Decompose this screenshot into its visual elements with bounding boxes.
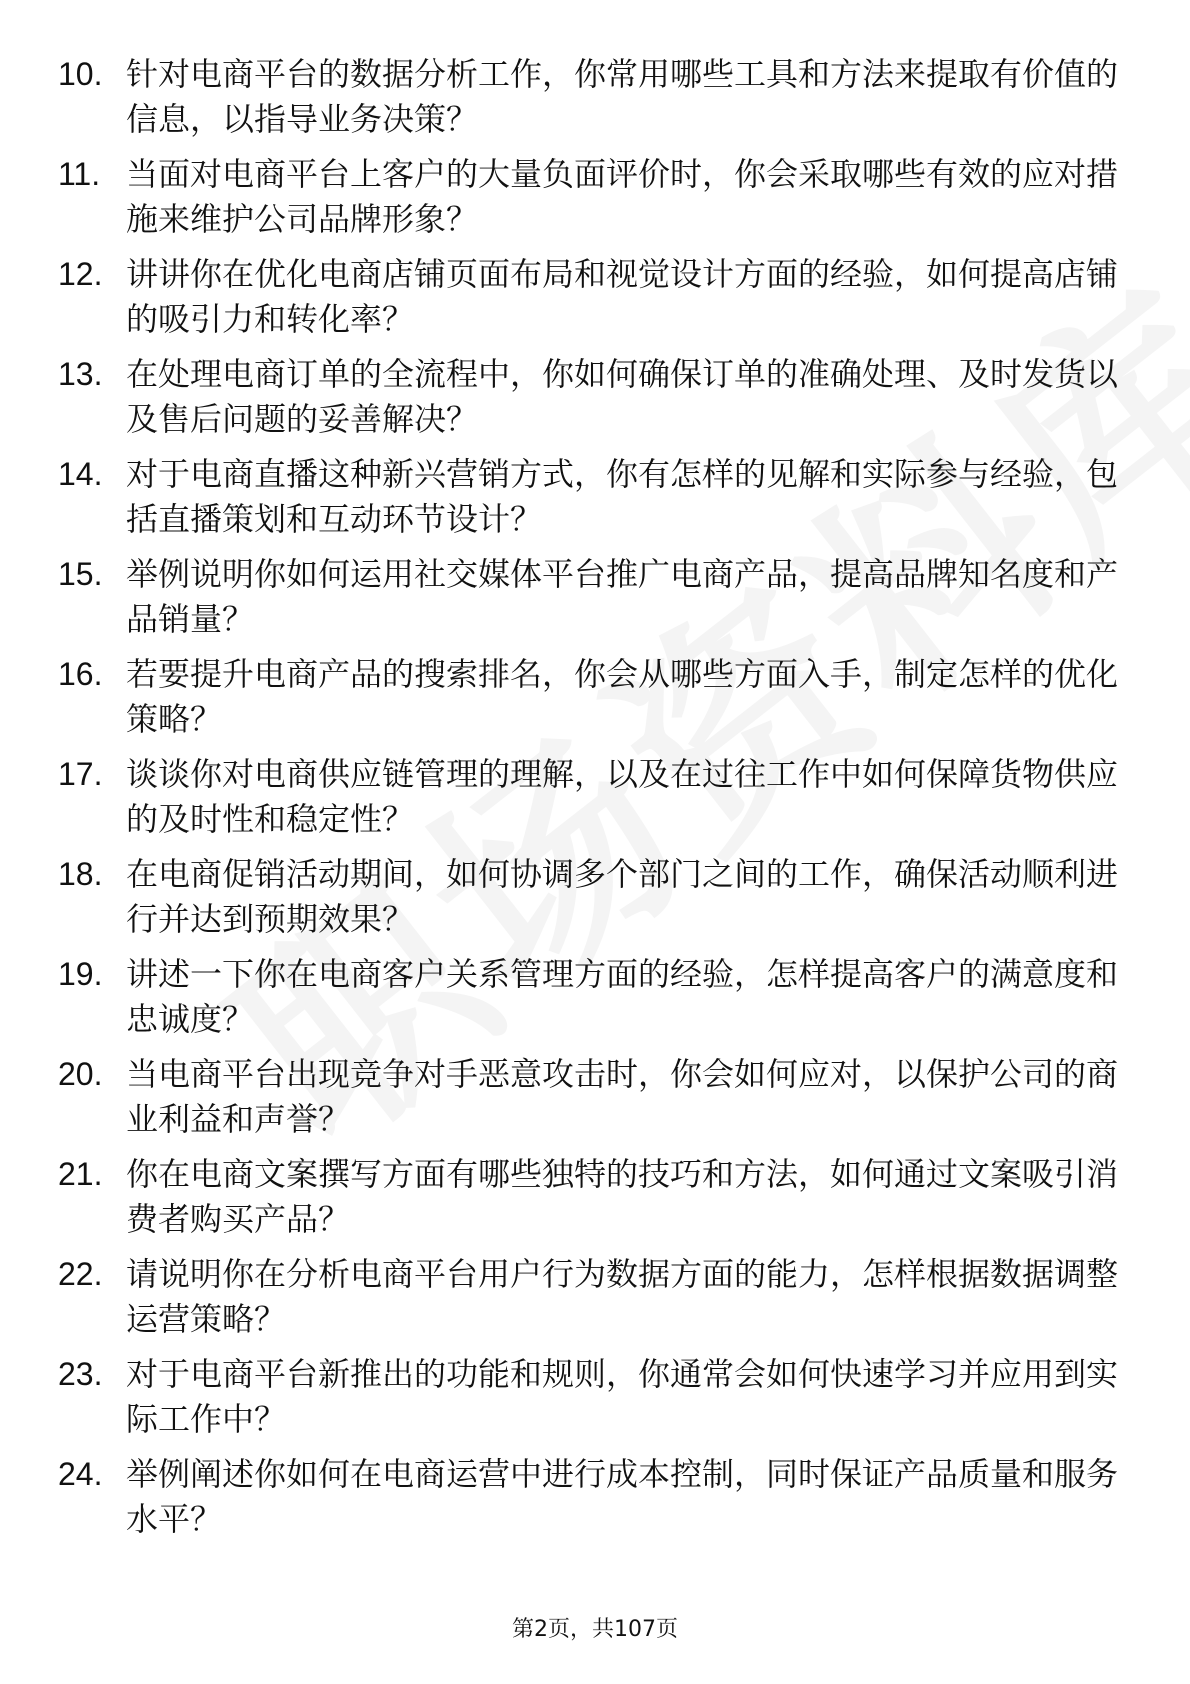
question-text: 请说明你在分析电商平台用户行为数据方面的能力，怎样根据数据调整运营策略？ [126, 1255, 1119, 1338]
question-text: 针对电商平台的数据分析工作，你常用哪些工具和方法来提取有价值的信息，以指导业务决策？ [126, 55, 1119, 138]
question-number: 15. [58, 556, 103, 592]
question-text: 对于电商直播这种新兴营销方式，你有怎样的见解和实际参与经验，包括直播策划和互动环节设计？ [126, 455, 1119, 538]
question-item [58, 352, 1118, 442]
question-number: 11. [58, 156, 101, 192]
question-number: 17. [58, 756, 103, 792]
question-item [58, 652, 1118, 742]
question-text: 举例说明你如何运用社交媒体平台推广电商产品，提高品牌知名度和产品销量？ [126, 555, 1119, 638]
question-number: 13. [58, 356, 103, 392]
question-number: 10. [58, 56, 103, 92]
question-number: 23. [58, 1356, 103, 1392]
page-footer: 第2页，共107页 [512, 1617, 678, 1642]
question-item [58, 552, 1118, 642]
question-item [58, 752, 1118, 842]
question-item [58, 252, 1118, 342]
question-number: 18. [58, 856, 103, 892]
question-number: 24. [58, 1456, 103, 1492]
question-text: 谈谈你对电商供应链管理的理解，以及在过往工作中如何保障货物供应的及时性和稳定性？ [126, 755, 1119, 838]
question-text: 举例阐述你如何在电商运营中进行成本控制，同时保证产品质量和服务水平？ [126, 1455, 1119, 1538]
question-text: 当电商平台出现竞争对手恶意攻击时，你会如何应对，以保护公司的商业利益和声誉？ [126, 1055, 1119, 1138]
question-item [58, 152, 1118, 242]
question-item [58, 52, 1118, 142]
question-text: 讲讲你在优化电商店铺页面布局和视觉设计方面的经验，如何提高店铺的吸引力和转化率？ [126, 255, 1119, 338]
question-text: 当面对电商平台上客户的大量负面评价时，你会采取哪些有效的应对措施来维护公司品牌形象？ [126, 155, 1119, 238]
question-text: 对于电商平台新推出的功能和规则，你通常会如何快速学习并应用到实际工作中？ [126, 1355, 1119, 1438]
question-item [58, 1152, 1118, 1242]
question-number: 14. [58, 456, 103, 492]
question-number: 20. [58, 1056, 103, 1092]
question-item [58, 1452, 1118, 1542]
question-item [58, 1352, 1118, 1442]
question-number: 22. [58, 1256, 103, 1292]
question-text: 你在电商文案撰写方面有哪些独特的技巧和方法，如何通过文案吸引消费者购买产品？ [126, 1155, 1119, 1238]
question-list [58, 52, 1118, 1552]
question-number: 16. [58, 656, 103, 692]
question-text: 在处理电商订单的全流程中，你如何确保订单的准确处理、及时发货以及售后问题的妥善解决？ [126, 355, 1119, 438]
question-item [58, 1252, 1118, 1342]
question-text: 在电商促销活动期间，如何协调多个部门之间的工作，确保活动顺利进行并达到预期效果？ [126, 855, 1119, 938]
question-text: 讲述一下你在电商客户关系管理方面的经验，怎样提高客户的满意度和忠诚度？ [126, 955, 1119, 1038]
question-number: 19. [58, 956, 103, 992]
question-item [58, 452, 1118, 542]
question-item [58, 1052, 1118, 1142]
question-number: 12. [58, 256, 103, 292]
question-item [58, 852, 1118, 942]
question-item [58, 952, 1118, 1042]
question-text: 若要提升电商产品的搜索排名，你会从哪些方面入手，制定怎样的优化策略？ [126, 655, 1119, 738]
question-number: 21. [58, 1156, 103, 1192]
